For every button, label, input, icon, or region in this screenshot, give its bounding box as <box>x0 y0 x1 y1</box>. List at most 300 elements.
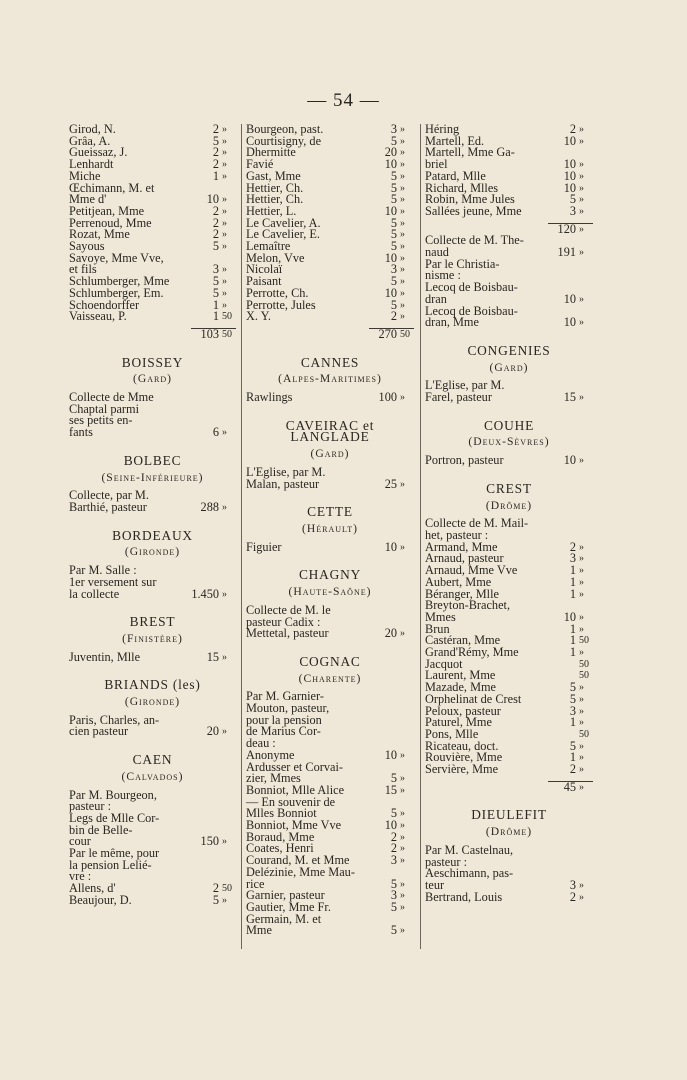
entry-cents: 50 <box>222 883 232 895</box>
entry-amount: 10 <box>384 539 397 554</box>
place-heading: CETTE <box>307 504 353 520</box>
place-heading: CAVEIRAC et LANGLADE <box>285 417 375 445</box>
entry-row <box>425 147 593 170</box>
entry-amount: 25 <box>384 476 397 491</box>
entry-amount: 2 <box>569 889 576 904</box>
region-label: (Gironde) <box>124 545 181 559</box>
entry-amount: 1 <box>569 750 576 765</box>
entry-amount: 1 <box>569 645 576 660</box>
entry-amount: 10 <box>563 133 576 148</box>
entry-amount: 5 <box>390 923 397 938</box>
entry-name: Beaujour, D. <box>69 892 132 907</box>
entry-cents: » <box>400 182 405 194</box>
entry-name: Girod, N. <box>69 122 116 136</box>
entry-name: Anonyme <box>246 747 295 762</box>
place-heading: BRIANDS (les) <box>104 677 201 693</box>
entry-cents: » <box>400 170 405 182</box>
entry-name: Courand, M. et Mme <box>246 853 350 868</box>
region-label: (Calvados) <box>121 769 184 783</box>
entry-amount: 5 <box>569 192 576 207</box>
entry-row <box>425 889 593 904</box>
entry-amount: 1 <box>212 309 219 324</box>
region-label: (Drôme) <box>485 825 533 839</box>
entry-name: Lecoq de Boisbau- dran, Mme <box>425 303 518 330</box>
entry-name: Rouvière, Mme <box>425 750 503 765</box>
entry-cents: » <box>400 264 405 276</box>
entry-amount: 1 <box>569 715 576 730</box>
entry-name: Gautier, Mme Fr. <box>246 899 331 914</box>
entry-amount: 5 <box>569 691 576 706</box>
entry-name: Collecte de Mme Chaptal parmi ses petits en- fants <box>69 390 154 440</box>
entry-name: Bonniot, Mlle Alice <box>246 782 345 797</box>
page-number: — 54 — <box>307 90 380 111</box>
entry-amount: 5 <box>390 274 397 289</box>
entry-cents: » <box>222 588 227 600</box>
entry-cents: » <box>579 317 584 329</box>
entry-amount: 5 <box>212 133 219 148</box>
entry-cents: » <box>400 628 405 640</box>
subtotal-row <box>425 778 593 794</box>
entry-cents: » <box>579 623 584 635</box>
entry-cents: » <box>400 135 405 147</box>
subtotal-cents: » <box>576 223 593 236</box>
entry-amount: 191 <box>557 245 576 260</box>
entry-cents: » <box>222 205 227 217</box>
entry-cents: » <box>579 194 584 206</box>
entry-cents: » <box>400 749 405 761</box>
entry-amount: 5 <box>390 180 397 195</box>
entry-cents: » <box>579 576 584 588</box>
entry-amount: 3 <box>390 122 397 136</box>
entry-amount: 10 <box>563 168 576 183</box>
entry-name: Juventin, Mlle <box>69 649 141 664</box>
entry-amount: 10 <box>384 250 397 265</box>
entry-amount: 2 <box>212 203 219 218</box>
entry-row <box>425 455 593 467</box>
entry-name: Gast, Mme <box>246 168 301 183</box>
entry-name: Lemaître <box>246 239 291 254</box>
entry-name: Le Cavelier, A. <box>246 215 321 230</box>
entry-row <box>69 565 236 600</box>
entry-name: Garnier, pasteur <box>246 888 325 903</box>
subtotal-amount: 120 <box>548 223 576 236</box>
entry-cents: » <box>400 392 405 404</box>
entry-name: Grâa, A. <box>69 133 111 148</box>
entry-row <box>69 712 236 739</box>
entry-name: Arnaud, Mme Vve <box>425 563 518 578</box>
entry-amount: 1 <box>569 586 576 601</box>
entry-cents: 50 <box>579 728 589 740</box>
entry-amount: 3 <box>569 877 576 892</box>
entry-cents: » <box>400 878 405 890</box>
entry-amount: 5 <box>212 892 219 907</box>
entry-amount: 3 <box>569 551 576 566</box>
entry-cents: » <box>400 194 405 206</box>
entry-name: Rozat, Mme <box>69 227 130 242</box>
entry-amount: 10 <box>384 747 397 762</box>
entry-name: Par le Christia- nisme : <box>425 256 500 283</box>
entry-name: Lecoq de Boisbau- dran <box>425 280 518 306</box>
entry-amount: 5 <box>212 285 219 300</box>
entry-amount: 10 <box>563 157 576 172</box>
entry-cents: » <box>222 170 227 182</box>
entry-amount: 15 <box>563 390 576 405</box>
entry-row <box>425 235 593 258</box>
entry-cents: » <box>222 147 227 159</box>
entry-row <box>425 282 593 305</box>
entry-name: Robin, Mme Jules <box>425 192 515 207</box>
entry-name: Breyton-Brachet, Mmes <box>425 598 511 624</box>
entry-name: Figuier <box>246 539 282 554</box>
subtotal-row <box>246 325 414 341</box>
entry-row <box>246 297 414 312</box>
entry-row <box>69 311 236 323</box>
entry-amount: 10 <box>384 203 397 218</box>
entry-row <box>246 864 414 891</box>
entry-name: Orphelinat de Crest <box>425 691 522 706</box>
entry-amount: 10 <box>384 818 397 833</box>
entry-cents: 50 <box>579 635 589 647</box>
entry-amount: 5 <box>390 215 397 230</box>
entry-cents: » <box>400 478 405 490</box>
entry-name: Hettier, Ch. <box>246 180 304 195</box>
place-heading: DIEULEFIT <box>471 807 547 823</box>
entry-name: Paisant <box>246 274 282 289</box>
entry-amount: 1 <box>212 168 219 183</box>
entry-cents: » <box>400 773 405 785</box>
entry-cents: » <box>222 217 227 229</box>
entry-row <box>69 892 236 907</box>
entry-cents: » <box>400 229 405 241</box>
entry-row <box>69 250 236 277</box>
entry-cents: » <box>579 182 584 194</box>
entry-name: Sayous <box>69 239 105 254</box>
entry-name: Martell, Ed. <box>425 133 485 148</box>
region-label: (Seine-Inférieure) <box>101 470 204 484</box>
entry-cents: » <box>579 553 584 565</box>
entry-cents: » <box>400 276 405 288</box>
entry-cents: » <box>222 726 227 738</box>
region-label: (Gard) <box>133 372 172 386</box>
entry-cents: » <box>579 541 584 553</box>
entry-amount: 1 <box>569 574 576 589</box>
subtotal-amount: 45 <box>548 781 576 794</box>
entry-amount: 2 <box>569 122 576 136</box>
entry-name: X. Y. <box>246 309 271 324</box>
entry-cents: » <box>579 752 584 764</box>
entry-name: Castéran, Mme <box>425 633 501 648</box>
region-label: (Gironde) <box>124 695 181 709</box>
entry-amount: 5 <box>390 876 397 891</box>
entry-name: — En souvenir de Mlles Bonniot <box>246 794 336 821</box>
entry-row <box>246 911 414 938</box>
entry-cents: » <box>222 651 227 663</box>
entry-cents: » <box>579 205 584 217</box>
entry-amount: 2 <box>212 145 219 160</box>
entry-name: Schlumberger, Mme <box>69 274 170 289</box>
entry-amount: 5 <box>390 168 397 183</box>
entry-amount: 2 <box>212 122 219 136</box>
entry-cents: » <box>222 427 227 439</box>
entry-cents: » <box>400 541 405 553</box>
entry-amount: 20 <box>206 724 219 739</box>
entry-amount: 2 <box>212 227 219 242</box>
place-heading: CAEN <box>132 752 173 768</box>
entry-cents: 50 <box>579 658 589 670</box>
entry-name: Bourgeon, past. <box>246 122 324 136</box>
entry-amount: 2 <box>569 539 576 554</box>
entry-amount: 5 <box>390 133 397 148</box>
entry-amount: 20 <box>384 626 397 641</box>
entry-amount: 15 <box>206 649 219 664</box>
entry-amount: 10 <box>563 315 576 330</box>
entry-name: Ricateau, doct. <box>425 738 499 753</box>
entry-amount: 5 <box>212 239 219 254</box>
entry-name: Brun <box>425 621 450 636</box>
entry-amount: 10 <box>563 609 576 624</box>
entry-amount: 5 <box>212 274 219 289</box>
entry-name: Petitjean, Mme <box>69 203 145 218</box>
entry-name: Savoye, Mme Vve, et fils <box>69 250 164 277</box>
entry-name: Bonniot, Mme Vve <box>246 818 342 833</box>
entry-name: Héring <box>425 122 460 136</box>
place-heading: CHAGNY <box>298 567 362 583</box>
entry-cents: » <box>400 831 405 843</box>
entry-name: Portron, pasteur <box>425 453 504 468</box>
region-label: (Haute-Saône) <box>288 585 372 599</box>
entry-name: L'Eglise, par M. Farel, pasteur <box>425 378 505 405</box>
entry-name: Rawlings <box>246 390 293 405</box>
entry-name: Collecte, par M. Barthié, pasteur <box>69 488 149 514</box>
entry-row <box>246 691 414 750</box>
entry-cents: 50 <box>579 670 589 682</box>
region-label: (Alpes-Maritimes) <box>278 372 382 386</box>
entry-name: Delézinie, Mme Mau- rice <box>246 864 355 891</box>
entry-row <box>69 392 236 439</box>
entry-row <box>69 787 236 849</box>
entry-cents: » <box>400 855 405 867</box>
entry-name: Boraud, Mme <box>246 829 315 844</box>
entry-amount: 3 <box>390 888 397 903</box>
column-1 <box>69 124 236 907</box>
entry-cents: » <box>222 501 227 513</box>
region-label: (Hérault) <box>302 521 358 535</box>
entry-name: Martell, Mme Ga- briel <box>425 145 515 172</box>
subtotal-cents: 50 <box>397 328 414 341</box>
entry-cents: » <box>579 705 584 717</box>
entry-cents: » <box>579 647 584 659</box>
entry-amount: 5 <box>390 192 397 207</box>
entry-name: Gueissaz, J. <box>69 145 128 160</box>
entry-cents: » <box>579 455 584 467</box>
entry-name: Par M. Bourgeon, pasteur : Legs de Mlle Cor- bin de Belle- cour <box>69 787 160 849</box>
entry-cents: » <box>579 764 584 776</box>
entry-cents: » <box>400 147 405 159</box>
entry-amount: 10 <box>563 180 576 195</box>
entry-name: Courtisigny, de <box>246 133 322 148</box>
region-label: (Gard) <box>489 360 529 374</box>
subtotal-cents: » <box>576 781 593 794</box>
entry-name: Peloux, pasteur <box>425 703 501 718</box>
entry-amount: 1 <box>569 633 576 648</box>
entry-cents: » <box>579 891 584 903</box>
region-label: (Finistère) <box>122 631 183 645</box>
entry-cents: » <box>400 925 405 937</box>
entry-name: Le Cavelier, E. <box>246 227 320 242</box>
entry-amount: 5 <box>390 771 397 786</box>
entry-name: Jacquot <box>425 656 463 671</box>
entry-name: Melon, Vve <box>246 250 305 265</box>
subtotal-amount: 103 <box>191 328 219 341</box>
entry-name: Schlumberger, Em. <box>69 285 164 300</box>
entry-cents: » <box>579 740 584 752</box>
entry-amount: 3 <box>212 262 219 277</box>
entry-amount: 5 <box>390 239 397 254</box>
subtotal-cents: 50 <box>219 328 236 341</box>
entry-amount: 3 <box>390 853 397 868</box>
entry-row <box>425 303 593 330</box>
entry-cents: » <box>222 194 227 206</box>
region-label: (Charente) <box>298 671 362 685</box>
entry-cents: » <box>579 392 584 404</box>
entry-cents: » <box>400 820 405 832</box>
entry-name: L'Eglise, par M. Malan, pasteur <box>246 464 326 491</box>
entry-amount: 6 <box>212 425 219 440</box>
place-heading: BREST <box>129 614 176 630</box>
place-heading: COGNAC <box>299 653 361 669</box>
entry-name: Paris, Charles, an- cien pasteur <box>69 712 160 739</box>
entry-cents: » <box>579 159 584 171</box>
entry-cents: » <box>400 843 405 855</box>
entry-cents: » <box>400 124 405 135</box>
entry-cents: » <box>400 311 405 323</box>
entry-cents: » <box>400 784 405 796</box>
entry-name: Béranger, Mlle <box>425 586 499 601</box>
entry-name: Armand, Mme <box>425 539 498 554</box>
entry-name: Arnaud, pasteur <box>425 551 504 566</box>
entry-amount: 3 <box>569 703 576 718</box>
entry-amount: 1 <box>569 563 576 578</box>
column-divider <box>241 124 242 949</box>
entry-row <box>69 848 236 883</box>
entry-name: Par M. Garnier- Mouton, pasteur, pour la pension de Marius Cor- deau : <box>246 689 330 751</box>
entry-row <box>425 203 593 218</box>
entry-amount: 5 <box>390 227 397 242</box>
entry-cents: » <box>222 124 227 135</box>
entry-row <box>246 311 414 323</box>
entry-cents: » <box>579 588 584 600</box>
entry-cents: » <box>400 241 405 253</box>
entry-cents: » <box>400 159 405 171</box>
entry-name: Favié <box>246 157 274 172</box>
entry-name: Paturel, Mme <box>425 715 492 730</box>
entry-row <box>425 256 593 283</box>
entry-amount: 2 <box>212 157 219 172</box>
entry-name: Par le même, pour la pension Lelié- vre : <box>69 846 160 884</box>
entry-amount: 5 <box>390 297 397 312</box>
entry-cents: » <box>222 229 227 241</box>
entry-amount: 20 <box>384 145 397 160</box>
place-heading: CANNES <box>300 354 360 370</box>
entry-name: Perrenoud, Mme <box>69 215 152 230</box>
entry-cents: » <box>400 252 405 264</box>
entry-amount: 2 <box>390 829 397 844</box>
entry-cents: » <box>579 170 584 182</box>
entry-cents: » <box>222 264 227 276</box>
entry-amount: 1 <box>569 621 576 636</box>
entry-row <box>69 180 236 207</box>
entry-cents: » <box>579 717 584 729</box>
entry-amount: 2 <box>569 762 576 777</box>
entry-row <box>425 600 593 623</box>
entry-cents: » <box>222 894 227 906</box>
entry-cents: » <box>400 901 405 913</box>
entry-row <box>246 464 414 491</box>
entry-cents: » <box>400 890 405 902</box>
entry-name: Mazade, Mme <box>425 680 497 695</box>
entry-name: Patard, Mlle <box>425 168 486 183</box>
entry-row <box>425 518 593 541</box>
entry-amount: 5 <box>390 899 397 914</box>
entry-row <box>246 392 414 404</box>
entry-amount: 100 <box>378 390 397 405</box>
region-label: (Gard) <box>310 447 350 461</box>
entry-name: Laurent, Mme <box>425 668 496 683</box>
place-heading: CONGENIES <box>467 342 551 358</box>
entry-name: Servière, Mme <box>425 762 499 777</box>
entry-amount: 10 <box>563 291 576 306</box>
entry-amount: 288 <box>200 499 219 514</box>
place-heading: BOLBEC <box>123 452 182 468</box>
entry-amount: 1.450 <box>191 586 219 601</box>
entry-cents: » <box>400 808 405 820</box>
entry-amount: 150 <box>200 834 219 849</box>
entry-name: Grand'Rémy, Mme <box>425 645 519 660</box>
entry-cents: » <box>222 287 227 299</box>
entry-cents: 50 <box>222 311 232 323</box>
column-2 <box>246 124 414 937</box>
entry-amount: 2 <box>212 881 219 896</box>
entry-name: Germain, M. et Mme <box>246 911 322 938</box>
entry-amount: 2 <box>212 215 219 230</box>
entry-name: Œchimann, M. et Mme d' <box>69 180 155 207</box>
entry-row <box>425 764 593 776</box>
entry-cents: » <box>579 693 584 705</box>
entry-name: Collecte de M. Mail- het, pasteur : <box>425 516 529 542</box>
entry-amount: 10 <box>206 192 219 207</box>
entry-row <box>246 794 414 821</box>
entry-name: Ardusser et Corvai- zier, Mmes <box>246 759 343 786</box>
entry-name: Collecte de M. le pasteur Cadix : Mettetal, pasteur <box>246 602 331 641</box>
entry-amount: 15 <box>384 782 397 797</box>
region-label: (Deux-Sèvres) <box>468 435 550 449</box>
entry-row <box>246 539 414 554</box>
entry-row <box>69 649 236 664</box>
entry-cents: » <box>579 879 584 891</box>
entry-cents: » <box>400 287 405 299</box>
entry-name: Bertrand, Louis <box>425 889 503 904</box>
entry-cents: » <box>579 565 584 577</box>
entry-name: Vaisseau, P. <box>69 309 127 324</box>
entry-name: Schoendorffer <box>69 297 140 312</box>
entry-cents: » <box>222 276 227 288</box>
entry-amount: 10 <box>384 285 397 300</box>
entry-cents: » <box>579 135 584 147</box>
entry-amount: 3 <box>390 262 397 277</box>
entry-cents: » <box>579 293 584 305</box>
entry-cents: » <box>222 159 227 171</box>
entry-cents: » <box>400 299 405 311</box>
